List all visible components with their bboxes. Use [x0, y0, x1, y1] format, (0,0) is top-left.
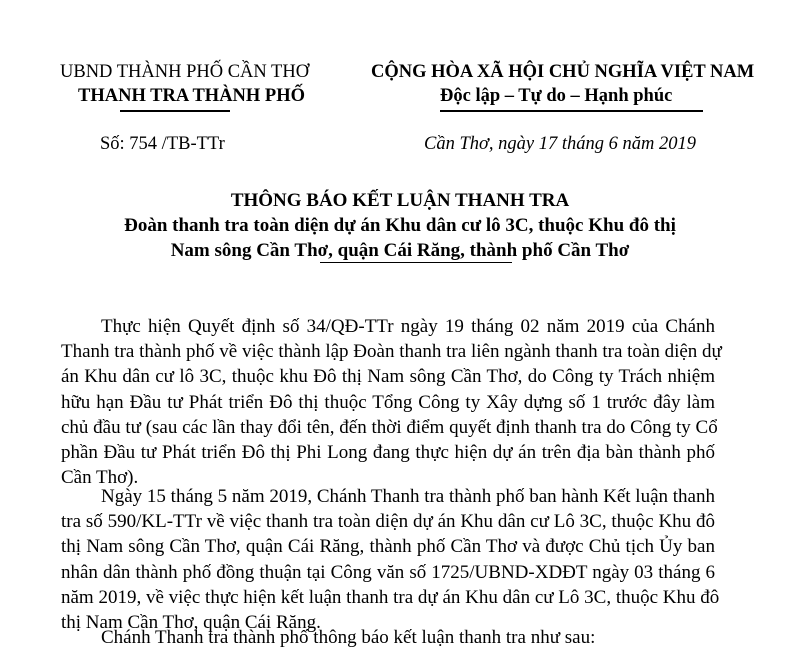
paragraph-2-line: Ngày 15 tháng 5 năm 2019, Chánh Thanh tra thành phố ban hành Kết luận thanh	[101, 486, 715, 507]
paragraph-1-line: chủ đầu tư (sau các lần thay đổi tên, đến thời điểm quyết định thanh tra do Công ty Cổ	[61, 416, 718, 438]
paragraph-3-line: Chánh Thanh tra thành phố thông báo kết luận thanh tra như sau:	[101, 627, 596, 648]
paragraph-1-line: Cần Thơ).	[61, 467, 139, 489]
paragraph-1-line: Thanh tra thành phố về việc thành lập Đoàn thanh tra liên ngành thanh tra toàn diện dự	[61, 341, 722, 363]
paragraph-2-line: thị Nam Cần Thơ, quận Cái Răng.	[61, 612, 321, 634]
paragraph-1-line: phần Đầu tư Phát triển Đô thị Phi Long đang thực hiện dự án trên địa bàn thành phố	[61, 442, 715, 464]
document-number: Số: 754 /TB-TTr	[100, 134, 225, 154]
paragraph-2-line: tra số 590/KL-TTr về việc thanh tra toàn diện dự án Khu dân cư Lô 3C, thuộc Khu đô	[61, 511, 715, 533]
national-motto: Độc lập – Tự do – Hạnh phúc	[440, 86, 673, 106]
national-title: CỘNG HÒA XÃ HỘI CHỦ NGHĨA VIỆT NAM	[371, 62, 755, 82]
paragraph-2	[61, 484, 720, 635]
paragraph-2-line: thị Nam sông Cần Thơ, quận Cái Răng, thành phố Cần Thơ và được Chủ tịch Ủy ban	[61, 536, 715, 558]
paragraph-2-line: năm 2019, về việc thực hiện kết luận thanh tra dự án Khu dân cư Lô 3C, thuộc Khu đô	[61, 586, 720, 608]
document-subtitle-line1: Đoàn thanh tra toàn diện dự án Khu dân cư lô 3C, thuộc Khu đô thị	[124, 215, 676, 236]
document-title: THÔNG BÁO KẾT LUẬN THANH TRA	[230, 190, 570, 211]
agency-name-underline	[120, 110, 230, 112]
document-date: Cần Thơ, ngày 17 tháng 6 năm 2019	[424, 134, 696, 154]
paragraph-3	[61, 625, 715, 650]
paragraph-2-line: nhân dân thành phố đồng thuận tại Công văn số 1725/UBND-XDĐT ngày 03 tháng 6	[61, 561, 715, 583]
paragraph-1-line: án Khu dân cư lô 3C, thuộc khu Đô thị Nam sông Cần Thơ, do Công ty Trách nhiệm	[61, 366, 715, 388]
agency-parent-name: UBND THÀNH PHỐ CẦN THƠ	[60, 62, 310, 82]
national-motto-underline	[440, 110, 703, 112]
agency-name: THANH TRA THÀNH PHỐ	[78, 86, 306, 106]
subtitle-underline	[320, 262, 512, 263]
paragraph-1-line: hữu hạn Đầu tư Phát triển Đô thị thuộc Tổng Công ty Xây dựng số 1 trước đây làm	[61, 391, 715, 413]
paragraph-1-line: Thực hiện Quyết định số 34/QĐ-TTr ngày 19 tháng 02 năm 2019 của Chánh	[101, 316, 715, 337]
paragraph-1	[61, 314, 722, 490]
document-subtitle-line2: Nam sông Cần Thơ, quận Cái Răng, thành phố Cần Thơ	[170, 240, 630, 261]
